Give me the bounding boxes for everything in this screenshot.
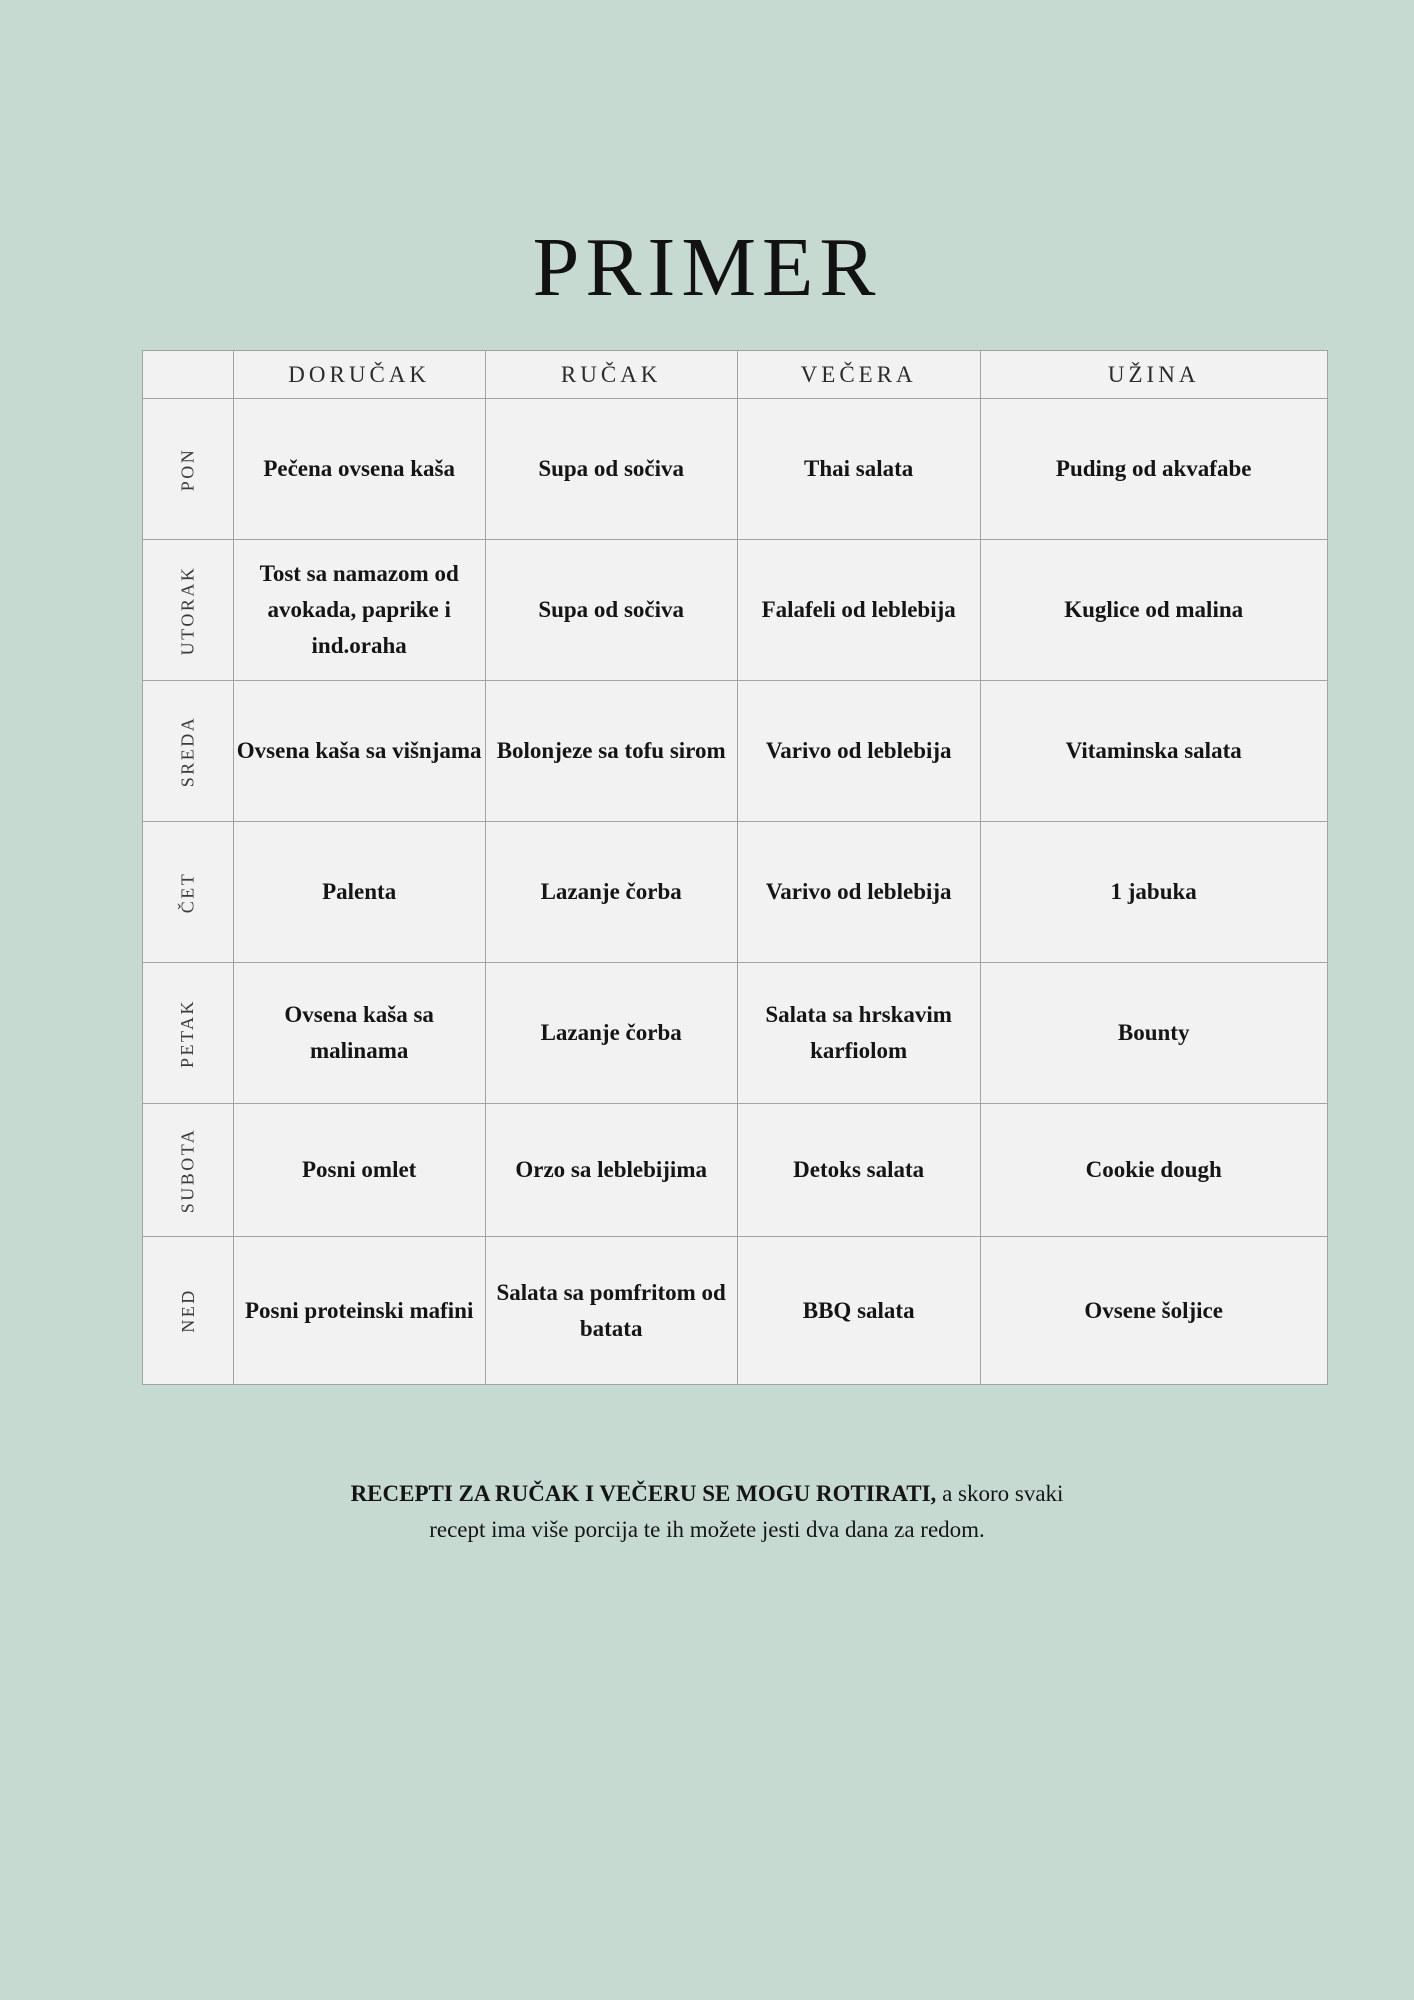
meal-cell-dinner: Varivo od leblebija <box>737 681 980 822</box>
meal-cell-dinner: Salata sa hrskavim karfiolom <box>737 963 980 1104</box>
day-label-cell <box>143 540 234 681</box>
table-header-row <box>143 351 1328 399</box>
meal-cell-dinner: Falafeli od leblebija <box>737 540 980 681</box>
day-label: SUBOTA <box>177 1127 198 1213</box>
day-label-cell <box>143 822 234 963</box>
meal-cell-breakfast: Tost sa namazom od avokada, paprike i ind.oraha <box>233 540 485 681</box>
day-label-cell <box>143 681 234 822</box>
meal-cell-lunch: Bolonjeze sa tofu sirom <box>485 681 737 822</box>
meal-cell-snack: Ovsene šoljice <box>980 1237 1327 1385</box>
meal-cell-snack: 1 jabuka <box>980 822 1327 963</box>
meal-cell-snack: Kuglice od malina <box>980 540 1327 681</box>
meal-cell-snack: Bounty <box>980 963 1327 1104</box>
meal-cell-breakfast: Posni omlet <box>233 1104 485 1237</box>
meal-cell-breakfast: Ovsena kaša sa malinama <box>233 963 485 1104</box>
meal-cell-lunch: Salata sa pomfritom od batata <box>485 1237 737 1385</box>
day-label: UTORAK <box>177 565 198 655</box>
day-label-cell <box>143 963 234 1104</box>
meal-cell-breakfast: Posni proteinski mafini <box>233 1237 485 1385</box>
footer-note-line-1 <box>0 1476 1414 1512</box>
meal-cell-breakfast: Ovsena kaša sa višnjama <box>233 681 485 822</box>
table-row <box>143 1237 1328 1385</box>
meal-cell-lunch: Supa od sočiva <box>485 540 737 681</box>
day-label-cell <box>143 1237 234 1385</box>
day-label-cell <box>143 1104 234 1237</box>
table-row <box>143 1104 1328 1237</box>
day-label: PON <box>177 447 198 491</box>
table-row <box>143 681 1328 822</box>
table-row <box>143 540 1328 681</box>
meal-cell-dinner: Detoks salata <box>737 1104 980 1237</box>
page-title: PRIMER <box>532 221 882 314</box>
table-row <box>143 963 1328 1104</box>
column-header-breakfast: DORUČAK <box>233 351 485 399</box>
day-label: ČET <box>177 871 198 913</box>
meal-cell-snack: Vitaminska salata <box>980 681 1327 822</box>
footer-note-line-2: recept ima više porcija te ih možete jesti dva dana za redom. <box>429 1517 985 1542</box>
day-label: SREDA <box>177 715 198 787</box>
meal-cell-lunch: Orzo sa leblebijima <box>485 1104 737 1237</box>
meal-cell-breakfast: Pečena ovsena kaša <box>233 399 485 540</box>
day-label: PETAK <box>177 998 198 1068</box>
meal-cell-dinner: Thai salata <box>737 399 980 540</box>
meal-plan-table <box>142 350 1328 1385</box>
table-row <box>143 822 1328 963</box>
column-header-snack: UŽINA <box>980 351 1327 399</box>
meal-cell-dinner: BBQ salata <box>737 1237 980 1385</box>
footer-note-lead: RECEPTI ZA RUČAK I VEČERU SE MOGU ROTIRATI, <box>350 1481 937 1506</box>
meal-cell-dinner: Varivo od leblebija <box>737 822 980 963</box>
meal-cell-snack: Puding od akvafabe <box>980 399 1327 540</box>
meal-cell-lunch: Supa od sočiva <box>485 399 737 540</box>
meal-cell-snack: Cookie dough <box>980 1104 1327 1237</box>
footer-note <box>0 1476 1414 1548</box>
meal-cell-breakfast: Palenta <box>233 822 485 963</box>
table-row <box>143 399 1328 540</box>
day-label-cell <box>143 399 234 540</box>
column-header-lunch: RUČAK <box>485 351 737 399</box>
meal-cell-lunch: Lazanje čorba <box>485 822 737 963</box>
meal-cell-lunch: Lazanje čorba <box>485 963 737 1104</box>
footer-note-rest: a skoro svaki <box>936 1481 1064 1506</box>
corner-cell <box>143 351 234 399</box>
column-header-dinner: VEČERA <box>737 351 980 399</box>
day-label: NED <box>177 1288 198 1333</box>
